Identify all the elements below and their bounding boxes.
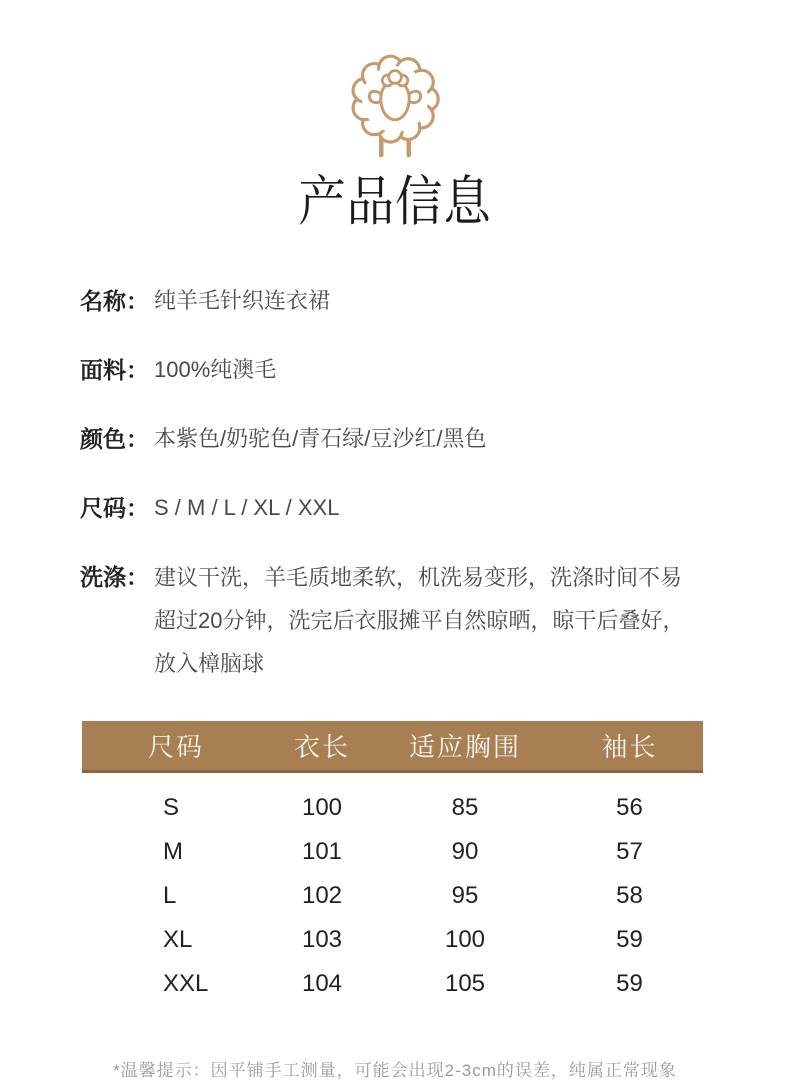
table-cell: 57 <box>616 838 643 866</box>
detail-label: 面料： <box>80 357 149 384</box>
table-cell: L <box>163 882 177 910</box>
size-table-body <box>82 773 703 1006</box>
table-row <box>82 962 703 1006</box>
table-cell: S <box>163 794 180 822</box>
detail-row-fabric <box>80 355 790 385</box>
footer-note: *温馨提示：因平铺手工测量，可能会出现2-3cm的误差，纯属正常现象 <box>113 1061 677 1081</box>
table-cell: 103 <box>301 926 343 954</box>
table-row <box>82 874 703 918</box>
table-cell: 100 <box>444 926 486 954</box>
table-cell: M <box>163 838 183 866</box>
brand-header <box>0 0 790 232</box>
detail-value: 100%纯澳毛 <box>154 357 277 383</box>
table-cell: 59 <box>616 926 643 954</box>
table-row <box>82 830 703 874</box>
sheep-icon <box>336 50 454 162</box>
table-header-length: 衣长 <box>293 732 350 763</box>
table-header-size: 尺码 <box>147 732 204 763</box>
size-table-header <box>82 721 703 773</box>
detail-value: 纯羊毛针织连衣裙 <box>154 288 331 314</box>
table-cell: 90 <box>451 838 479 866</box>
detail-label: 颜色： <box>80 426 149 453</box>
table-row <box>82 918 703 962</box>
table-row <box>82 786 703 830</box>
table-cell: 100 <box>301 794 343 822</box>
detail-value: S / M / L / XL / XXL <box>154 495 340 521</box>
page-title: 产品信息 <box>298 172 492 232</box>
table-cell: XL <box>163 926 193 954</box>
detail-row-name <box>80 286 790 316</box>
product-details <box>80 286 790 685</box>
table-cell: 102 <box>301 882 343 910</box>
detail-label: 洗涤： <box>80 564 149 591</box>
table-cell: 95 <box>451 882 479 910</box>
detail-row-size <box>80 493 790 523</box>
table-cell: 85 <box>451 794 479 822</box>
table-cell: 105 <box>444 970 486 998</box>
detail-value: 建议干洗，羊毛质地柔软，机洗易变形，洗涤时间不易超过20分钟，洗完后衣服摊平自然晾晒，晾干后叠好，放入樟脑球 <box>154 565 685 677</box>
table-cell: XXL <box>163 970 209 998</box>
detail-row-washing <box>80 562 790 685</box>
table-header-sleeve: 袖长 <box>601 732 658 763</box>
table-cell: 59 <box>616 970 643 998</box>
table-cell: 104 <box>301 970 343 998</box>
detail-value: 本紫色/奶驼色/青石绿/豆沙红/黑色 <box>154 426 487 452</box>
table-cell: 56 <box>616 794 643 822</box>
size-table <box>82 721 703 1006</box>
table-header-bust: 适应胸围 <box>408 732 521 763</box>
detail-row-color <box>80 424 790 454</box>
detail-label: 名称： <box>80 288 149 315</box>
table-cell: 58 <box>616 882 643 910</box>
detail-label: 尺码： <box>80 495 149 522</box>
table-cell: 101 <box>301 838 343 866</box>
